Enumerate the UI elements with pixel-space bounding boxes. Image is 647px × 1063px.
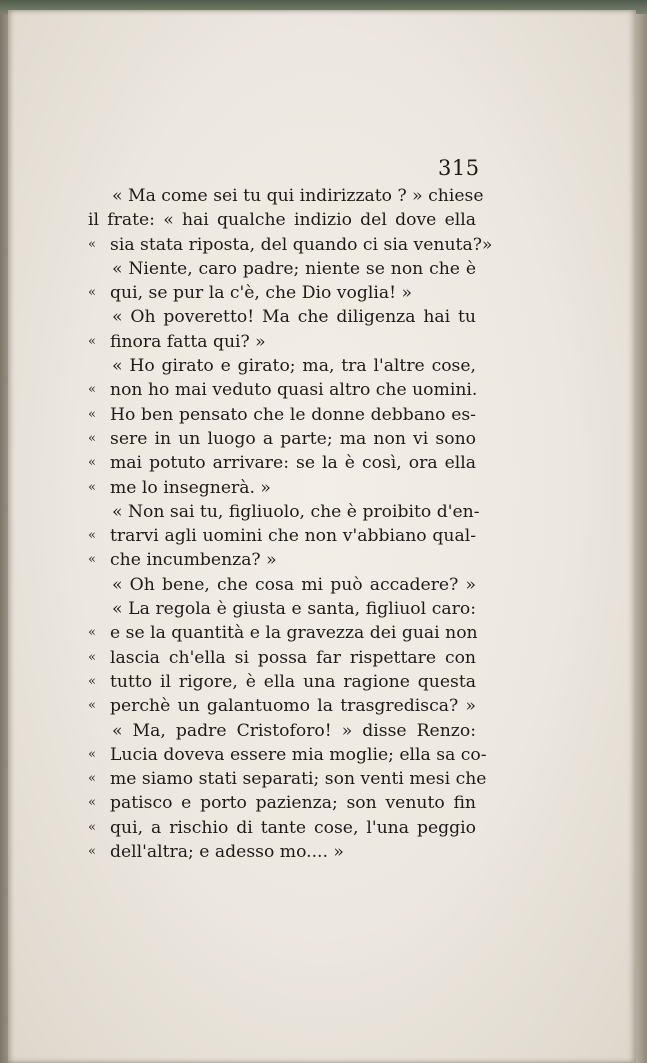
line-text: finora fatta qui? »: [110, 331, 266, 352]
line-text: lascia ch'ella si possa far rispettare con: [110, 647, 476, 668]
line-text: non ho mai veduto quasi altro che uomini.: [110, 380, 478, 401]
text-line: [88, 476, 476, 500]
margin-quote-mark: «: [88, 382, 96, 398]
margin-quote-mark: «: [88, 819, 96, 835]
line-text: me siamo stati separati; son venti mesi che: [110, 769, 487, 790]
text-line: [88, 257, 476, 281]
line-text: e se la quantità e la gravezza dei guai non: [110, 623, 478, 644]
margin-quote-mark: «: [88, 285, 96, 301]
text-line: [88, 719, 476, 743]
page-number: 315: [438, 156, 480, 180]
line-text: perchè un galantuomo la trasgredisca? »: [110, 696, 476, 717]
text-line: [88, 378, 476, 402]
margin-quote-mark: «: [88, 673, 96, 689]
text-line: [88, 281, 476, 305]
line-text: il frate: « hai qualche indizio del dove ella: [88, 210, 476, 231]
line-text: « La regola è giusta e santa, figliuol caro:: [112, 599, 476, 620]
text-line: [88, 646, 476, 670]
margin-quote-mark: «: [88, 649, 96, 665]
text-line: [88, 208, 476, 232]
line-text: trarvi agli uomini che non v'abbiano qual-: [110, 526, 476, 547]
line-text: Lucia doveva essere mia moglie; ella sa co-: [110, 744, 487, 765]
line-text: me lo insegnerà. »: [110, 477, 271, 498]
line-text: sere in un luogo a parte; ma non vi sono: [110, 428, 476, 449]
text-line: [88, 694, 476, 718]
text-line: [88, 743, 487, 767]
line-text: sia stata riposta, del quando ci sia venuta?»: [110, 234, 493, 255]
text-line: [88, 524, 476, 548]
line-text: « Oh bene, che cosa mi può accadere? »: [112, 574, 476, 595]
line-text: patisco e porto pazienza; son venuto fin: [110, 793, 476, 814]
line-text: « Non sai tu, figliuolo, che è proibito d'en-: [112, 501, 480, 522]
text-line: [88, 500, 480, 524]
line-text: Ho ben pensato che le donne debbano es-: [110, 404, 476, 425]
margin-quote-mark: «: [88, 771, 96, 787]
margin-quote-mark: «: [88, 528, 96, 544]
text-line: [88, 233, 493, 257]
body-text: [88, 184, 493, 864]
text-line: [88, 451, 476, 475]
paper-sheet: [8, 10, 636, 1063]
margin-quote-mark: «: [88, 746, 96, 762]
margin-quote-mark: «: [88, 236, 96, 252]
text-line: [88, 184, 484, 208]
line-text: « Oh poveretto! Ma che diligenza hai tu: [112, 307, 476, 328]
line-text: tutto il rigore, è ella una ragione questa: [110, 671, 476, 692]
text-line: [88, 305, 476, 329]
line-text: dell'altra; e adesso mo.... »: [110, 842, 344, 863]
margin-quote-mark: «: [88, 333, 96, 349]
margin-quote-mark: «: [88, 479, 96, 495]
margin-quote-mark: «: [88, 625, 96, 641]
text-line: [88, 403, 476, 427]
margin-quote-mark: «: [88, 430, 96, 446]
text-line: [88, 597, 476, 621]
text-line: [88, 816, 476, 840]
margin-quote-mark: «: [88, 406, 96, 422]
text-line: [88, 621, 476, 645]
text-line: [88, 767, 487, 791]
line-text: che incumbenza? »: [110, 550, 277, 571]
line-text: « Ho girato e girato; ma, tra l'altre cose,: [112, 356, 476, 377]
text-line: [88, 670, 476, 694]
text-line: [88, 330, 476, 354]
margin-quote-mark: «: [88, 698, 96, 714]
text-line: [88, 427, 476, 451]
line-text: « Ma come sei tu qui indirizzato ? » chiese: [112, 186, 484, 206]
text-line: [88, 548, 476, 572]
margin-quote-mark: «: [88, 795, 96, 811]
margin-quote-mark: «: [88, 552, 96, 568]
text-line: [88, 840, 476, 864]
text-line: [88, 354, 476, 378]
text-line: [88, 573, 476, 597]
line-text: mai potuto arrivare: se la è così, ora ella: [110, 453, 476, 474]
margin-quote-mark: «: [88, 844, 96, 860]
text-line: [88, 791, 476, 815]
line-text: « Ma, padre Cristoforo! » disse Renzo:: [112, 720, 476, 741]
line-text: qui, se pur la c'è, che Dio voglia! »: [110, 283, 412, 304]
line-text: qui, a rischio di tante cose, l'una peggio: [110, 817, 476, 838]
margin-quote-mark: «: [88, 455, 96, 471]
line-text: « Niente, caro padre; niente se non che è: [112, 258, 476, 279]
